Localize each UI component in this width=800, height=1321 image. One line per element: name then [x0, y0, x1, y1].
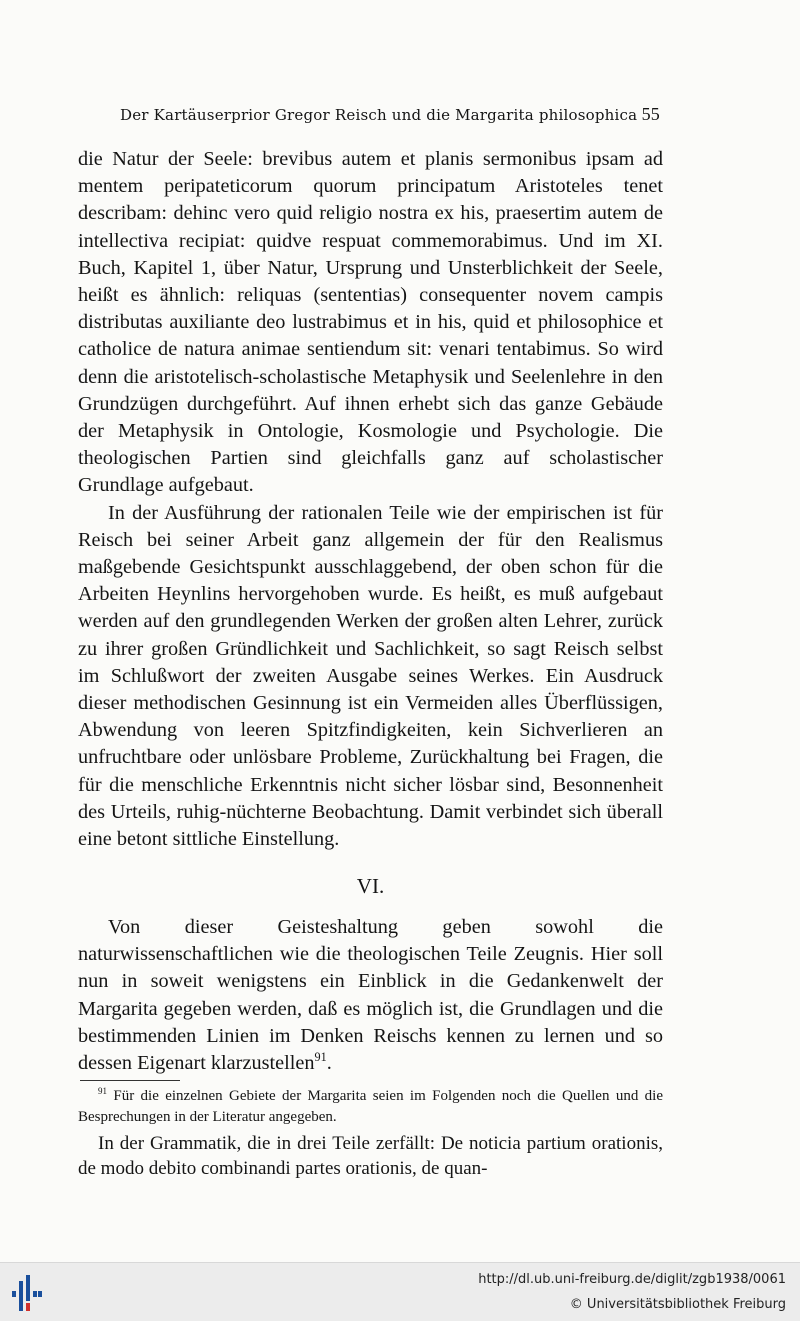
running-title: Der Kartäuserprior Gregor Reisch und die Margarita philosophica: [120, 106, 638, 124]
section-paragraph-text: Von dieser Geisteshaltung geben sowohl die naturwissenschaftlichen wie die theologischen Teile Zeugnis. Hier soll nun in soweit wenigstens ein Einblick in die Gedankenwelt der Margarita gegeben werden, daß es möglich ist, die Grundlagen und die bestimmenden Linien im Denken Reischs kennen zu lernen und so dessen Eigenart klarzustellen: [78, 916, 663, 1075]
paragraph-2: In der Ausführung der rationalen Teile wie der empirischen ist für Reisch bei seiner Arbeit ganz allgemein der für den Realismus maßgebende Gesichtspunkt ausschlaggebend, der oben schon für die Arbeiten Heynlins hervorgehoben wurde. Es heißt, es muß aufgebaut werden auf den grundlegenden Werken der großen alten Lehrer, zurück zu ihrer großen Gründlichkeit und Sachlichkeit, so sagt Reisch selbst im Schlußwort der zweiten Ausgabe seines Werkes. Ein Ausdruck dieser methodischen Gesinnung ist ein Vermeiden alles Überflüssigen, Abwendung von leeren Spitzfindigkeiten, kein Sichverlieren an unfruchtbare oder unlösbare Probleme, Zurückhaltung bei Fragen, die für die menschliche Erkenntnis nicht sicher lösbar sind, Besonnenheit des Urteils, ruhig-nüchterne Beobachtung. Damit verbindet sich überall eine betont sittliche Einstellung.: [78, 501, 663, 851]
document-url-link[interactable]: http://dl.ub.uni-freiburg.de/diglit/zgb1938/0061: [478, 1272, 786, 1287]
page-header: [120, 104, 660, 125]
section-heading: VI.: [356, 874, 385, 898]
page-number: 55: [641, 104, 660, 124]
footnote-number: 91: [98, 1086, 107, 1096]
footnote-91: [78, 1086, 663, 1128]
footnotes: [78, 1086, 663, 1181]
footnote-text: Für die einzelnen Gebiete der Margarita seien im Folgenden noch die Quellen und die Besprechungen in der Literatur angegeben.: [78, 1088, 663, 1125]
section-text: [78, 914, 663, 1077]
continuation-text: In der Grammatik, die in drei Teile zerfällt: De noticia partium orationis, de modo debito combinandi partes orationis, de quan-: [78, 1133, 663, 1179]
section-paragraph: Von dieser Geisteshaltung geben sowohl die naturwissenschaftlichen wie die theologischen Teile Zeugnis. Hier soll nun in soweit wenigstens ein Einblick in die Gedankenwelt der Margarita gegeben werden, daß es möglich ist, die Grundlagen und die bestimmenden Linien im Denken Reischs kennen zu lernen und so dessen Eigenart klarzustellen$^{91}$.: [78, 916, 663, 1075]
footnote-reference: 91: [314, 1050, 327, 1065]
ub-freiburg-logo-icon[interactable]: [10, 1273, 44, 1313]
copyright-notice: © Universitätsbibliothek Freiburg: [569, 1297, 786, 1312]
footer-bar: [0, 1262, 800, 1321]
main-text: [78, 146, 663, 853]
footnote-divider: [80, 1080, 180, 1081]
paragraph-1: die Natur der Seele: brevibus autem et planis sermonibus ipsam ad mentem peripateticorum quorum principatum Aristoteles tenet describam: dehinc vero quid religio nostra ex his, praesertim autem de intellectiva recipiat: quidve respuat commemorabimus. Und im XI. Buch, Kapitel 1, über Natur, Ursprung und Unsterblichkeit der Seele, heißt es ähnlich: reliquas (sententias) consequenter novem campis distributas auxiliante deo lustrabimus et in his, quid et philosophice et catholice de natura animae sentiendum sit: venari tentabimus. So wird denn die aristotelisch-scholastische Metaphysik und Seelenlehre in den Grundzügen durchgeführt. Auf ihnen erhebt sich das ganze Gebäude der Metaphysik in Ontologie, Kosmologie und Psychologie. Die theologischen Partien sind gleichfalls ganz auf scholastischer Grundlage aufgebaut.: [78, 148, 663, 497]
